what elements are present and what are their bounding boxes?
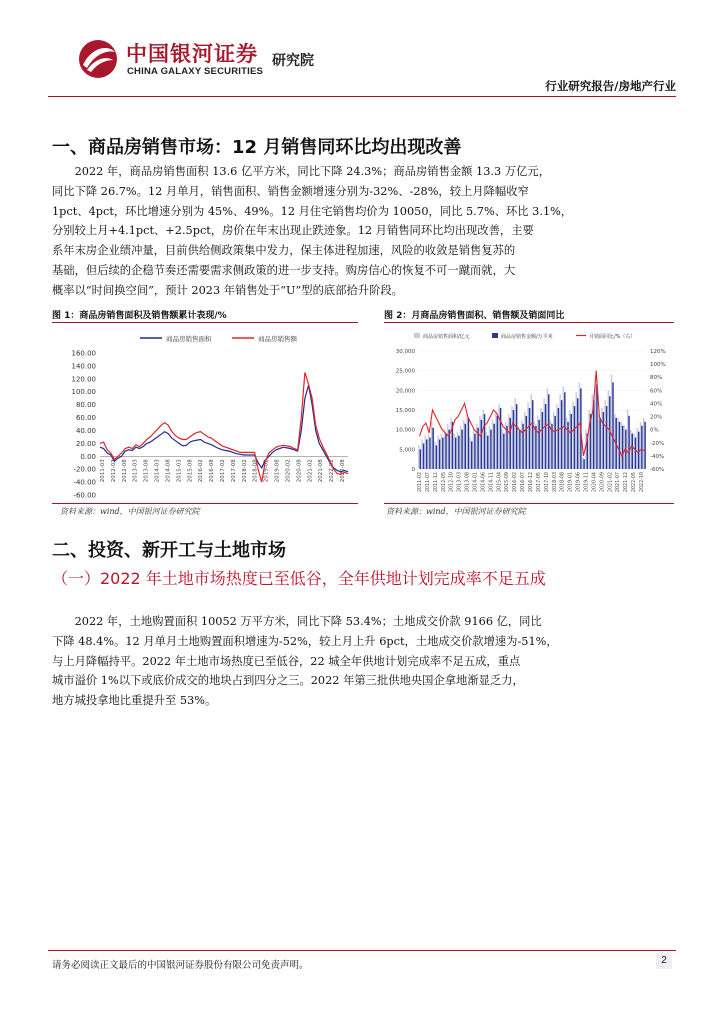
x-tick-label: 2013-08 — [143, 459, 150, 483]
bar-area — [479, 416, 480, 469]
legend-label-yoy: 月销面同比/%（右） — [589, 334, 636, 340]
bar-amount — [532, 400, 533, 469]
right-tick-label: -60% — [650, 467, 665, 473]
x-tick-label: 2017-08 — [230, 459, 237, 483]
y-tick-label: 160.00 — [71, 349, 96, 358]
section1-line: 系年末房企业绩冲量，目前供给侧政策集中发力，保主体进程加速，风险的收敛是销售复苏的 — [52, 244, 516, 258]
bar-area — [450, 418, 451, 469]
x-tick-label: 2021-08 — [318, 459, 325, 483]
y-tick-label: 40.00 — [75, 426, 96, 435]
bar-area — [514, 398, 515, 469]
bar-area — [444, 430, 445, 469]
bar-area — [473, 430, 474, 469]
logo-chinese-name: 中国银河证券 — [126, 42, 258, 66]
x-tick-label: 2019-02 — [263, 459, 270, 483]
x-tick-label: 2022-08 — [340, 459, 346, 483]
bar-area — [601, 408, 602, 469]
y-tick-label: -40.00 — [73, 478, 96, 487]
right-tick-label: 120% — [650, 349, 666, 355]
bar-area — [624, 426, 625, 469]
bar-area — [511, 406, 512, 469]
bar-amount — [571, 414, 572, 469]
bar-area — [508, 414, 509, 469]
bar-area — [576, 392, 577, 469]
bar-area — [582, 457, 583, 469]
bar-amount — [554, 416, 555, 469]
x-tick-label: 2015-09 — [505, 472, 511, 493]
footer-rule — [48, 950, 676, 951]
x-tick-label: 2021-12 — [624, 472, 630, 493]
page-number: 2 — [656, 953, 672, 969]
x-tick-label: 2015-03 — [176, 459, 183, 483]
bar-area — [531, 394, 532, 469]
bar-amount — [564, 392, 565, 469]
bar-amount — [439, 440, 440, 470]
section2-subtitle: （一）2022 年土地市场热度已至低谷，全年供地计划完成率不足五成 — [52, 569, 546, 588]
x-tick-label: 2014-03 — [154, 459, 161, 483]
bar-amount — [465, 424, 466, 469]
x-tick-label: 2019-01 — [568, 472, 574, 493]
bar-area — [418, 445, 419, 469]
bar-area — [543, 398, 544, 469]
bar-amount — [458, 436, 459, 469]
x-tick-label: 2014-06 — [481, 472, 487, 493]
bar-amount — [432, 428, 433, 469]
section2-body — [52, 612, 672, 711]
section1-line: 1pct、4pct，环比增速分别为 45%、49%。12 月住宅销售均价为 10050，同比 5.7%、环比 3.1%， — [52, 204, 573, 218]
bar-area — [547, 388, 548, 469]
x-tick-label: 2020-09 — [600, 472, 606, 493]
x-tick-label: 2019-08 — [274, 459, 281, 483]
x-tick-label: 2011-03 — [100, 459, 106, 483]
bar-amount — [583, 459, 584, 469]
bar-area — [489, 426, 490, 469]
left-tick-label: 15,000 — [395, 408, 415, 414]
x-tick-label: 2012-03 — [110, 459, 117, 483]
bar-amount — [481, 420, 482, 469]
left-tick-label: 5,000 — [399, 447, 415, 454]
figure2-chart — [384, 323, 674, 503]
bar-amount — [545, 404, 546, 469]
right-tick-label: 80% — [650, 375, 663, 382]
figure1-chart — [52, 323, 358, 503]
y-tick-label: -20.00 — [73, 465, 96, 474]
left-tick-label: 30,000 — [395, 349, 415, 355]
bar-area — [566, 418, 567, 469]
bar-amount — [535, 426, 536, 469]
x-tick-label: 2013-03 — [457, 472, 463, 493]
x-tick-label: 2015-08 — [187, 459, 194, 483]
y-tick-label: -60.00 — [73, 491, 96, 500]
x-tick-label: 2011-07 — [425, 472, 431, 493]
logo-institute: 研究院 — [272, 53, 314, 69]
bar-amount — [606, 406, 607, 469]
bar-amount — [461, 430, 462, 469]
x-tick-label: 2017-05 — [536, 472, 542, 493]
bar-amount — [548, 394, 549, 469]
bar-area — [556, 404, 557, 469]
right-tick-label: -20% — [650, 440, 665, 447]
x-tick-label: 2012-08 — [121, 459, 128, 483]
bar-amount — [542, 412, 543, 469]
bar-amount — [445, 434, 446, 469]
bar-amount — [500, 408, 501, 469]
bar-area — [457, 432, 458, 469]
x-tick-label: 2014-11 — [489, 472, 495, 493]
bar-amount — [558, 408, 559, 469]
x-tick-label: 2016-08 — [209, 459, 216, 483]
x-tick-label: 2016-02 — [513, 472, 519, 493]
x-tick-label: 2017-02 — [220, 459, 226, 483]
bar-amount — [487, 436, 488, 469]
figure1-frame — [52, 322, 358, 504]
bar-area — [588, 410, 589, 469]
bar-area — [447, 424, 448, 469]
bar-area — [537, 416, 538, 469]
bar-area — [627, 410, 628, 469]
left-tick-label: 0 — [411, 467, 415, 473]
right-tick-label: 40% — [650, 401, 663, 408]
section1-body — [52, 162, 672, 301]
bar-amount — [455, 438, 456, 469]
x-tick-label: 2014-08 — [165, 459, 172, 483]
bar-area — [482, 410, 483, 469]
bar-area — [637, 428, 638, 469]
bar-area — [620, 422, 621, 469]
figure2-title: 图 2：月商品房销售面积、销售额及销面同比 — [384, 311, 565, 321]
figure1-title: 图 1：商品房销售面积及销售额累计表现/% — [52, 311, 227, 321]
section2-title: 二、投资、新开工与土地市场 — [52, 540, 286, 561]
x-tick-label: 2022-02 — [329, 459, 336, 483]
bar-amount — [628, 416, 629, 469]
bar-amount — [513, 410, 514, 469]
bar-amount — [599, 418, 600, 469]
bar-amount — [635, 438, 636, 469]
bar-area — [453, 434, 454, 469]
y-tick-label: 140.00 — [71, 362, 96, 371]
report-type: 行业研究报告/房地产行业 — [545, 79, 676, 93]
bar-area — [617, 418, 618, 469]
bar-area — [598, 414, 599, 469]
left-tick-label: 25,000 — [395, 368, 415, 375]
bar-amount — [442, 438, 443, 469]
legend-label-amount: 商品房销售额 — [258, 335, 297, 343]
section1-line: 2022 年，商品房销售面积 13.6 亿平方米，同比下降 24.3%；商品房销售金额 13.3 万亿元， — [74, 165, 550, 178]
right-tick-label: -40% — [650, 453, 665, 460]
bar-amount — [641, 426, 642, 469]
bar-amount — [503, 434, 504, 469]
bar-area — [486, 432, 487, 469]
section1-title: 一、商品房销售市场：12 月销售同环比均出现改善 — [52, 137, 462, 158]
bar-area — [524, 412, 525, 469]
x-tick-label: 2011-12 — [433, 472, 439, 493]
bar-amount — [638, 432, 639, 469]
right-tick-label: 0% — [650, 427, 659, 434]
right-tick-label: 60% — [650, 388, 663, 395]
bar-amount — [567, 422, 568, 469]
x-tick-label: 2016-12 — [529, 472, 534, 493]
bar-area — [492, 420, 493, 469]
bar-amount — [519, 430, 520, 469]
section1-line: 概率以“时间换空间”，预计 2023 年销售处于“U”型的底部拾升阶段。 — [52, 283, 403, 297]
bar-area — [498, 404, 499, 469]
bar-amount — [612, 382, 613, 469]
bar-area — [463, 420, 464, 469]
x-tick-label: 2019-06 — [576, 472, 582, 493]
y-tick-label: 0.00 — [80, 452, 96, 461]
bar-amount — [510, 418, 511, 469]
bar-area — [611, 375, 612, 469]
bar-area — [470, 438, 471, 469]
bar-area — [466, 414, 467, 469]
bar-area — [495, 412, 496, 469]
x-tick-label: 2020-08 — [296, 459, 303, 483]
series-line-area — [100, 385, 348, 472]
x-tick-label: 2012-05 — [441, 472, 447, 493]
bar-area — [592, 394, 593, 469]
bar-amount — [506, 426, 507, 469]
bar-area — [604, 400, 605, 469]
x-tick-label: 2013-03 — [132, 459, 139, 483]
x-tick-label: 2021-02 — [608, 472, 614, 493]
figure2-frame — [384, 322, 674, 504]
bar-amount — [497, 416, 498, 469]
y-tick-label: 20.00 — [75, 439, 96, 448]
bar-area — [633, 434, 634, 469]
x-tick-label: 2016-02 — [198, 459, 205, 483]
x-tick-label: 2022-10 — [640, 472, 645, 493]
bar-area — [569, 410, 570, 469]
bar-amount — [522, 424, 523, 469]
section1-line: 同比下降 26.7%。12 月单月，销售面积、销售金额增速分别为-32%、-28%，较上月降幅收窄 — [52, 184, 529, 198]
section2-line: 城市溢价 1%以下或底价成交的地块占到四分之三。2022 年第三批供地央国企拿地渐显乏力， — [52, 674, 524, 688]
x-tick-label: 2018-08 — [560, 472, 566, 493]
section1-line: 分别较上月+4.1pct、+2.5pct，房价在年末出现止跌迹象。12 月销售同环比均出现改善，主要 — [52, 224, 534, 238]
legend-label-area: 商品房销售面积 — [166, 335, 212, 343]
logo-english-name: CHINA GALAXY SECURITIES — [127, 66, 264, 77]
legend-label-amount2: 商品房销售金额/万平米 — [501, 334, 553, 340]
y-tick-label: 60.00 — [75, 414, 96, 423]
bar-amount — [436, 445, 437, 469]
x-tick-label: 2014-01 — [473, 472, 479, 493]
bar-amount — [596, 384, 597, 469]
bar-amount — [429, 438, 430, 469]
bar-amount — [529, 408, 530, 469]
bar-amount — [619, 422, 620, 469]
x-tick-label: 2018-03 — [552, 472, 558, 493]
bar-area — [521, 420, 522, 469]
x-tick-label: 2020-02 — [285, 459, 292, 483]
bar-amount — [603, 412, 604, 469]
bar-area — [428, 434, 429, 469]
figure1-source: 资料来源：wind，中国银河证券研究院 — [60, 507, 200, 516]
x-tick-label: 2011-02 — [418, 472, 423, 493]
section2-line: 2022 年，土地购置面积 10052 万平方米，同比下降 53.4%；土地成交价款 9166 亿，同比 — [74, 615, 542, 628]
bar-area — [421, 440, 422, 470]
bar-area — [431, 422, 432, 469]
bar-amount — [577, 398, 578, 469]
section1-line: 基础，但后续的企稳节奏还需要需求侧政策的进一步支持。购房信心的恢复不可一蹴而就，大 — [52, 263, 516, 277]
bar-area — [640, 422, 641, 469]
bar-area — [518, 426, 519, 469]
bar-area — [540, 408, 541, 469]
bar-amount — [493, 424, 494, 469]
left-tick-label: 10,000 — [395, 427, 415, 434]
bar-area — [434, 441, 435, 469]
section2-line: 下降 48.4%。12 月单月土地购置面积增速为-52%，较上月上升 6pct，土地成交价款增速为-51%， — [52, 634, 558, 648]
x-tick-label: 2015-04 — [497, 472, 503, 493]
x-tick-label: 2012-10 — [449, 472, 455, 493]
figure2-source: 资料来源：wind，中国银河证券研究院 — [386, 507, 526, 516]
legend-swatch-area2 — [414, 333, 420, 338]
bar-amount — [490, 430, 491, 469]
bar-amount — [468, 418, 469, 469]
bar-amount — [644, 422, 645, 469]
bar-amount — [474, 434, 475, 469]
x-tick-label: 2013-08 — [465, 472, 471, 493]
bar-area — [559, 394, 560, 469]
bar-amount — [420, 449, 421, 469]
bar-amount — [622, 426, 623, 469]
bar-area — [553, 412, 554, 469]
y-tick-label: 100.00 — [71, 388, 96, 397]
bar-area — [572, 402, 573, 469]
left-tick-label: 20,000 — [395, 388, 415, 395]
bar-area — [527, 402, 528, 469]
legend-swatch-amount2 — [492, 333, 498, 338]
x-tick-label: 2020-04 — [592, 472, 598, 493]
bar-area — [643, 418, 644, 469]
x-tick-label: 2016-07 — [521, 472, 527, 493]
bar-amount — [526, 416, 527, 469]
bar-amount — [538, 420, 539, 469]
bar-amount — [423, 443, 424, 469]
section2-line: 与上月降幅持平。2022 年土地市场热度已至低谷，22 城全年供地计划完成率不足五成，重点 — [52, 654, 521, 668]
bar-area — [441, 434, 442, 469]
header-rule — [48, 96, 676, 97]
bar-area — [502, 430, 503, 469]
bar-amount — [574, 406, 575, 469]
bar-amount — [471, 441, 472, 469]
bar-area — [460, 426, 461, 469]
x-tick-label: 2018-02 — [241, 459, 248, 483]
y-tick-label: 120.00 — [71, 375, 96, 384]
bar-amount — [632, 434, 633, 469]
legend-label-area2: 商品房销售面积/亿元 — [423, 334, 470, 340]
right-tick-label: 20% — [650, 414, 663, 421]
right-tick-label: 100% — [650, 362, 666, 369]
bar-amount — [484, 414, 485, 469]
y-tick-label: 80.00 — [75, 401, 96, 410]
bar-amount — [426, 440, 427, 470]
bar-area — [425, 436, 426, 469]
x-tick-label: 2021-07 — [616, 472, 622, 493]
x-tick-label: 2022-05 — [632, 472, 638, 493]
galaxy-logo-icon — [77, 38, 119, 80]
bar-amount — [516, 404, 517, 469]
section2-line: 地方城投拿地比重提升至 53%。 — [52, 694, 217, 708]
x-tick-label: 2018-08 — [252, 459, 259, 483]
footer-disclaimer: 请务必阅读正文最后的中国银河证券股份有限公司免责声明。 — [52, 960, 309, 971]
bar-amount — [561, 400, 562, 469]
x-tick-label: 2017-10 — [544, 472, 550, 493]
bar-area — [437, 436, 438, 469]
x-tick-label: 2019-11 — [584, 472, 590, 493]
x-tick-label: 2021-02 — [307, 459, 314, 483]
bar-area — [476, 424, 477, 469]
